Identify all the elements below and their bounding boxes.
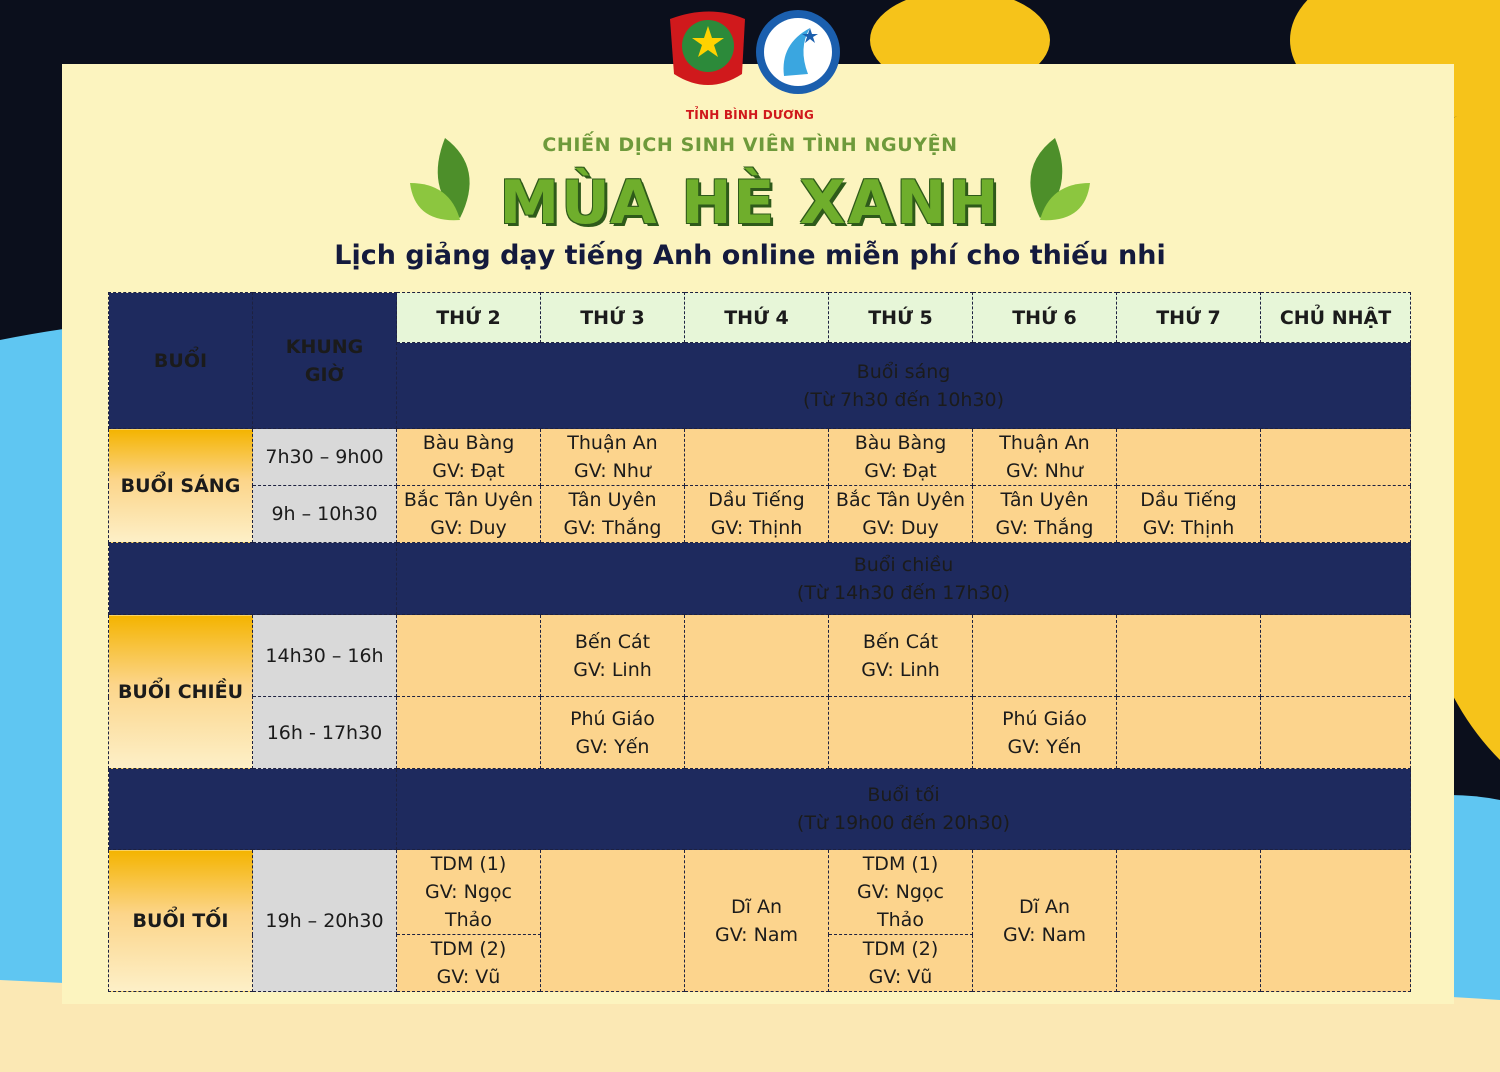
band-spacer (109, 769, 397, 850)
session-label-morning: BUỔI SÁNG (109, 429, 253, 543)
class-cell (1117, 615, 1261, 697)
day-header-thu: THỨ 5 (829, 293, 973, 343)
table-row (109, 429, 1411, 486)
class-cell: Bến Cát GV: Linh (541, 615, 685, 697)
class-cell: Bàu Bàng GV: Đạt (397, 429, 541, 486)
class-cell (685, 697, 829, 769)
class-cell: Dĩ An GV: Nam (973, 850, 1117, 992)
class-cell: Dầu Tiếng GV: Thịnh (685, 486, 829, 543)
class-cell: TDM (1) GV: Ngọc Thảo (829, 850, 973, 935)
class-cell: Bàu Bàng GV: Đạt (829, 429, 973, 486)
class-cell: Thuận An GV: Như (973, 429, 1117, 486)
class-cell (685, 429, 829, 486)
class-cell (1261, 429, 1411, 486)
session-column-header: BUỔI (109, 293, 253, 429)
day-header-mon: THỨ 2 (397, 293, 541, 343)
afternoon-band: Buổi chiều (Từ 14h30 đến 17h30) (397, 543, 1411, 615)
class-cell: TDM (2) GV: Vũ (397, 935, 541, 992)
time-slot: 7h30 – 9h00 (253, 429, 397, 486)
time-slot: 9h – 10h30 (253, 486, 397, 543)
day-header-wed: THỨ 4 (685, 293, 829, 343)
class-cell: Tân Uyên GV: Thắng (541, 486, 685, 543)
class-cell (1261, 850, 1411, 992)
class-cell (1117, 697, 1261, 769)
class-cell: Phú Giáo GV: Yến (973, 697, 1117, 769)
student-association-logo (756, 10, 840, 94)
class-cell (1117, 429, 1261, 486)
class-cell: Dĩ An GV: Nam (685, 850, 829, 992)
class-cell: Phú Giáo GV: Yến (541, 697, 685, 769)
class-cell: TDM (1) GV: Ngọc Thảo (397, 850, 541, 935)
class-cell (1261, 697, 1411, 769)
band-spacer (109, 543, 397, 615)
class-cell: Dầu Tiếng GV: Thịnh (1117, 486, 1261, 543)
table-row (109, 697, 1411, 769)
right-leaf-icon (985, 128, 1095, 228)
campaign-name: CHIẾN DỊCH SINH VIÊN TÌNH NGUYỆN (542, 134, 958, 156)
schedule-subtitle: Lịch giảng dạy tiếng Anh online miễn phí cho thiếu nhi (334, 240, 1166, 271)
table-header-row (109, 293, 1411, 343)
day-header-sat: THỨ 7 (1117, 293, 1261, 343)
province-name: TỈNH BÌNH DƯƠNG (685, 108, 815, 122)
class-cell (397, 697, 541, 769)
class-cell (397, 615, 541, 697)
class-cell: Bắc Tân Uyên GV: Duy (397, 486, 541, 543)
class-cell: TDM (2) GV: Vũ (829, 935, 973, 992)
class-cell (1261, 486, 1411, 543)
time-slot: 19h – 20h30 (253, 850, 397, 992)
class-cell (829, 697, 973, 769)
table-row (109, 486, 1411, 543)
evening-band-row (109, 769, 1411, 850)
class-cell (1117, 850, 1261, 992)
session-label-afternoon: BUỔI CHIỀU (109, 615, 253, 769)
class-cell (973, 615, 1117, 697)
time-column-header: KHUNG GIỜ (253, 293, 397, 429)
evening-band: Buổi tối (Từ 19h00 đến 20h30) (397, 769, 1411, 850)
schedule-table (108, 292, 1411, 992)
class-cell: Bắc Tân Uyên GV: Duy (829, 486, 973, 543)
class-cell: Thuận An GV: Như (541, 429, 685, 486)
class-cell: Bến Cát GV: Linh (829, 615, 973, 697)
class-cell: Tân Uyên GV: Thắng (973, 486, 1117, 543)
time-slot: 16h - 17h30 (253, 697, 397, 769)
day-header-tue: THỨ 3 (541, 293, 685, 343)
table-row (109, 615, 1411, 697)
day-header-sun: CHỦ NHẬT (1261, 293, 1411, 343)
morning-band: Buổi sáng (Từ 7h30 đến 10h30) (397, 343, 1411, 429)
day-header-fri: THỨ 6 (973, 293, 1117, 343)
table-row (109, 850, 1411, 935)
class-cell (1261, 615, 1411, 697)
youth-union-logo (670, 12, 745, 86)
time-slot: 14h30 – 16h (253, 615, 397, 697)
class-cell (685, 615, 829, 697)
organization-logos (660, 4, 850, 104)
afternoon-band-row (109, 543, 1411, 615)
main-title: MÙA HÈ XANH (499, 168, 1001, 238)
class-cell (541, 850, 685, 992)
session-label-evening: BUỔI TỐI (109, 850, 253, 992)
